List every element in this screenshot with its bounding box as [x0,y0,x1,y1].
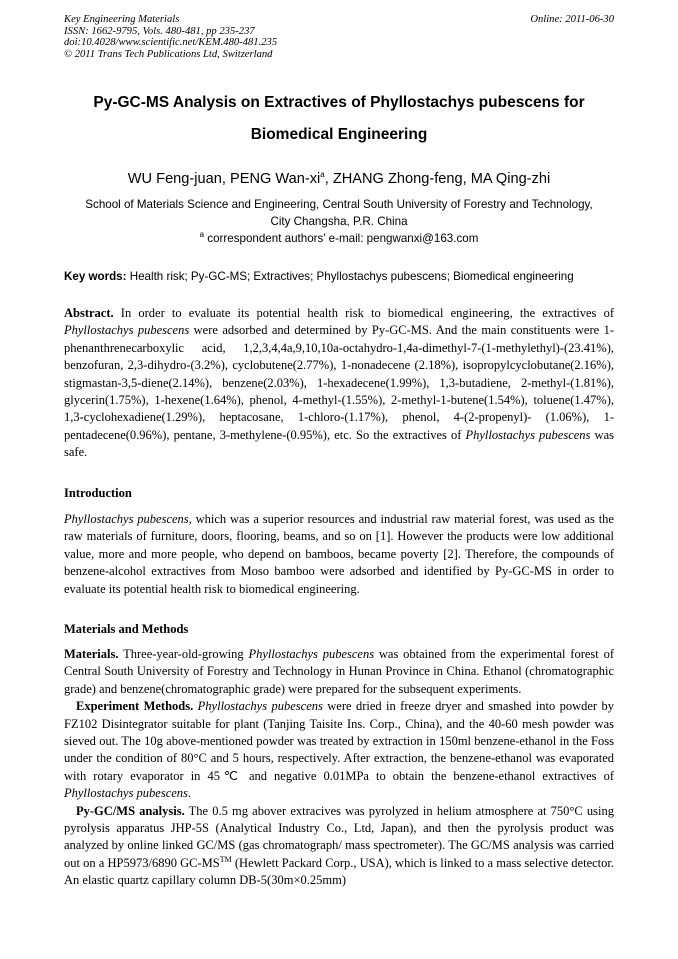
pygcms-text-2: (Hewlett Packard Corp., USA), which is linked to a mass selective detector. An elastic quartz capillary column DB-5(30m×0.25mm) [64,855,614,888]
experiment-methods-paragraph [64,698,614,802]
pygcms-paragraph [64,803,614,890]
experiment-species: Phyllostachys pubescens [197,699,323,714]
paper-title-line-1: Py-GC-MS Analysis on Extractives of Phyllostachys pubescens for [93,94,585,111]
paper-title-line-2: Biomedical Engineering [250,126,428,143]
correspondence-email [40,230,638,247]
materials-text-1: Three-year-old-growing [118,647,249,661]
keywords-text: Health risk; Py-GC-MS; Extractives; Phyllostachys pubescens; Biomedical engineering [126,270,574,283]
materials-label: Materials. [64,647,119,661]
intro-text: , which was a superior resources and industrial raw material forest, was used as the raw materials of furniture, doors, flooring, beams, and so on [1]. However the products were low additional value, more and more people, who depend on bamboos, became poverty [2]. Therefore, the compounds of benzene-alcohol extractives from Moso bamboo were adsorbed and identified by Py-GC-MS in order to evaluate its potential health risk to biomedical engineering. [64,512,614,596]
affiliation [40,196,638,247]
authors-part-2: , ZHANG Zhong-feng, MA Qing-zhi [324,171,551,187]
experiment-label: Experiment Methods. [76,699,194,714]
affiliation-line-1: School of Materials Science and Engineering, Central South University of Forestry and Technology, [85,198,593,211]
abstract-paragraph [64,305,614,462]
email-superscript: a [199,230,205,240]
journal-header [64,14,277,60]
abstract-species-2: Phyllostachys pubescens [465,427,591,442]
introduction-heading: Introduction [64,486,132,500]
abstract-label: Abstract. [64,306,114,320]
experiment-text-2: . [187,786,192,801]
online-date: Online: 2011-06-30 [530,14,614,25]
email-text: correspondent authors’ e-mail: pengwanxi@163.com [204,232,479,245]
experiment-species-2: Phyllostachys pubescens [64,786,188,801]
affiliation-line-2: City Changsha, P.R. China [270,215,408,228]
introduction-paragraph [64,511,614,598]
abstract-text-2: were adsorbed and determined by Py-GC-MS. And the main constituents were 1-phenanthrenecarboxylic acid, 1,2,3,4,4a,9,10,10a-octahydro-1,4a-dimethyl-7-(1-methylethyl)-(23.41%), benzofuran, 2,3-dihydro-(3.2%), cyclobutene(2.77%), 1-nonadecene (2.18%), isopropylcyclobutane(2.16%), stigmastan-3,5-diene(2.14%), benzene(2.03%), 1-hexadecene(1.99%), 1,3-butadiene, 2-methyl-(1.81%), glycerin(1.75%), 1-hexene(1.64%), phenol, 4-methyl-(1.55%), 2-methyl-1-butene(1.54%), toluene(1.47%), 1,3-cyclohexadiene(1.29%), heptacosane, 1-chloro-(1.17%), phenol, 4-(2-propenyl)- (1.06%), 1-pentadecene(0.96%), pentane, 3-methylene-(0.95%), etc. So the extractives of [64,323,614,442]
abstract-text-3: was safe. [64,427,614,460]
materials-paragraph [64,646,614,698]
issn-line: ISSN: 1662-9795, Vols. 480-481, pp 235-237 [64,25,255,37]
copyright-line: © 2011 Trans Tech Publications Ltd, Switzerland [64,48,273,60]
intro-species: Phyllostachys pubescens [64,512,189,526]
journal-name: Key Engineering Materials [64,14,180,25]
authors-part-1: WU Feng-juan, PENG Wan-xi [127,171,321,187]
abstract-species-1: Phyllostachys pubescens [64,323,190,338]
author-superscript: a [320,170,325,180]
experiment-text-1: were dried in freeze dryer and smashed into powder by FZ102 Disintegrator suitable for plant (Tanjing Taisite Ins. Corp., China), and the 40-60 mesh powder was sieved out. The 10g above-mentioned powder was treated by extraction in 150ml benzene-ethanol in the Foss under the condition of 80°C and 5 hours, respectively. After extraction, the benzene-ethanol was evaporated with rotary evaporator in 45℃ and negative 0.01MPa to obtain the benzene-ethanol extractives of [64,699,614,783]
keywords-label: Key words: [64,270,127,283]
trademark-superscript: TM [219,854,232,864]
pygcms-label: Py-GC/MS analysis. [76,803,185,818]
materials-species: Phyllostachys pubescens [248,647,375,661]
doi-line: doi:10.4028/www.scientific.net/KEM.480-481.235 [64,37,278,48]
abstract-text-1: In order to evaluate its potential health risk to biomedical engineering, the extractives of [113,306,614,320]
methods-section [64,646,614,890]
author-list [20,171,658,187]
methods-heading: Materials and Methods [64,622,189,636]
materials-text-2: was obtained from the experimental forest of Central South University of Forestry and Technology in Hunan Province in China. Ethanol (chromatographic grade) and benzene(chromatographic grade) were prepared for the subsequent experiments. [64,647,614,696]
pygcms-text-1: The 0.5 mg abover extracives was pyrolyzed in helium atmosphere at 750°C using pyrolysis apparatus JHP-5S (Analytical Industry Co., Ltd, Japan), and then the pyrolysis product was analyzed by online linked GC/MS (gas chromatograph/ mass spectrometer). The GC/MS analysis was carried out on a HP5973/6890 GC-MS [64,803,615,870]
keywords [64,270,624,283]
